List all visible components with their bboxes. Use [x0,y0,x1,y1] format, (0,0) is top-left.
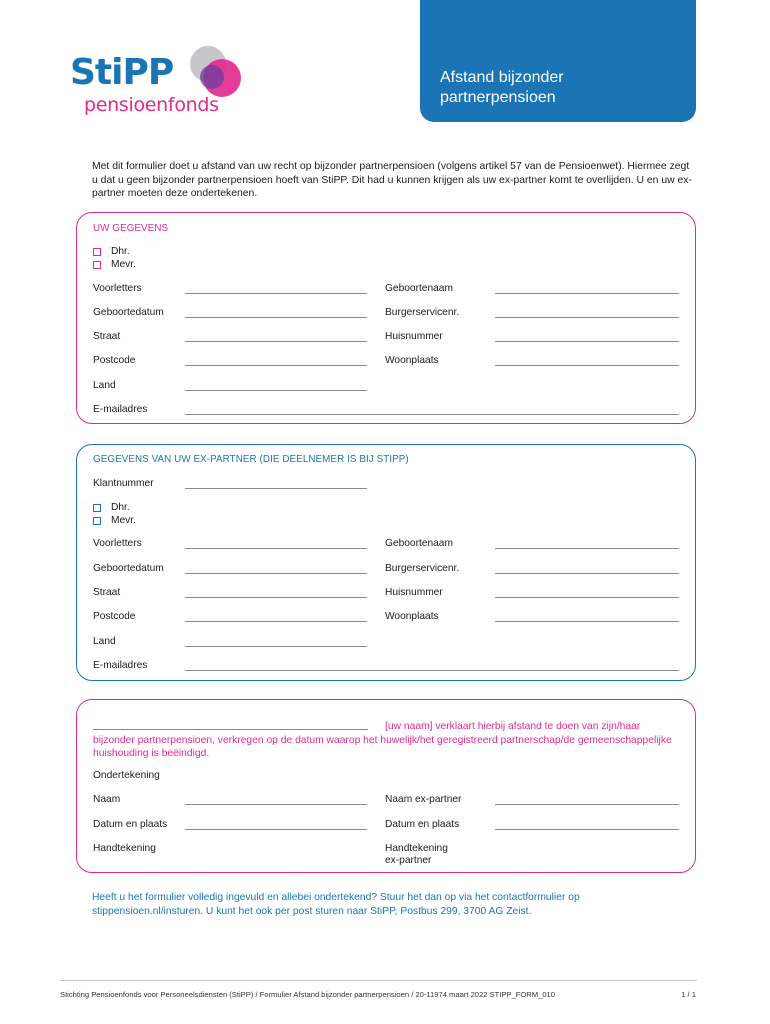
section-title: UW GEGEVENS [93,223,169,234]
field-postcode[interactable] [185,621,367,622]
field-woonplaats[interactable] [495,621,679,622]
label-dhr: Dhr. [111,246,130,257]
outro-text: Heeft u het formulier volledig ingevuld en allebei ondertekend? Stuur het dan op via het contactformulier op stippensioen.nl/insturen. U kunt het ook per post sturen naar StiPP, Postbus 299, 3700 AG Zeist. [92,892,580,917]
field-voorletters[interactable] [185,548,367,549]
footer-divider [60,980,697,981]
field-naam-ex[interactable] [495,804,679,805]
field-woonplaats[interactable] [495,365,679,366]
checkbox-dhr[interactable] [93,248,101,256]
label-bsn: Burgerservicenr. [385,563,460,574]
label-woonplaats: Woonplaats [385,355,439,366]
logo-circles-icon [186,44,246,100]
label-geboortenaam: Geboortenaam [385,538,453,549]
label-straat: Straat [93,587,121,598]
field-email[interactable] [185,670,679,671]
label-handtekening-ex: Handtekening [385,843,448,854]
label-straat: Straat [93,331,121,342]
label-datum-plaats: Datum en plaats [93,819,168,830]
field-naam[interactable] [185,804,367,805]
label-email: E-mailadres [93,404,148,415]
field-geboortenaam[interactable] [495,293,679,294]
section-declaration [76,699,696,873]
label-land: Land [93,636,116,647]
label-mevr: Mevr. [111,259,136,270]
field-geboortenaam[interactable] [495,548,679,549]
label-handtekening-ex-2: ex-partner [385,855,432,866]
title-banner [420,0,696,122]
logo-wordmark: StiPP [70,52,174,93]
page-number: 1 / 1 [681,990,696,999]
field-voorletters[interactable] [185,293,367,294]
label-geboortenaam: Geboortenaam [385,283,453,294]
field-geboortedatum[interactable] [185,573,367,574]
label-voorletters: Voorletters [93,283,142,294]
label-postcode: Postcode [93,611,136,622]
label-bsn: Burgerservicenr. [385,307,460,318]
label-huisnummer: Huisnummer [385,587,443,598]
label-email: E-mailadres [93,660,148,671]
label-land: Land [93,380,116,391]
label-woonplaats: Woonplaats [385,611,439,622]
field-email[interactable] [185,414,679,415]
declaration-text [93,720,673,761]
label-naam: Naam [93,794,121,805]
field-land[interactable] [185,390,367,391]
field-bsn[interactable] [495,573,679,574]
field-klantnummer[interactable] [185,488,367,489]
section-title: GEGEVENS VAN UW EX-PARTNER (DIE DEELNEMER IS BIJ STIPP) [93,454,409,465]
page-title: Afstand bijzonder partnerpensioen [440,69,564,106]
label-naam-ex: Naam ex-partner [385,794,462,805]
field-bsn[interactable] [495,317,679,318]
label-postcode: Postcode [93,355,136,366]
checkbox-dhr[interactable] [93,504,101,512]
checkbox-mevr[interactable] [93,517,101,525]
label-datum-plaats-ex: Datum en plaats [385,819,460,830]
label-handtekening: Handtekening [93,843,156,854]
declaration-body: [uw naam] verklaart hierbij afstand te doen van zijn/haar bijzonder partnerpensioen, verkregen op de datum waarop het huwelijk/het geregistreerd partnerschap/de gemeenschappelijke huishouding is beëindigd. [93,721,672,759]
label-geboortedatum: Geboortedatum [93,307,164,318]
label-mevr: Mevr. [111,515,136,526]
field-postcode[interactable] [185,365,367,366]
footer-text: Stichting Pensioenfonds voor Personeelsdiensten (StiPP) / Formulier Afstand bijzonder partnerpensioen / 20-11974 maart 2022 STIPP_FORM_010 [60,990,555,999]
field-land[interactable] [185,646,367,647]
field-huisnummer[interactable] [495,341,679,342]
label-voorletters: Voorletters [93,538,142,549]
field-datum-plaats-ex[interactable] [495,829,679,830]
field-straat[interactable] [185,597,367,598]
label-huisnummer: Huisnummer [385,331,443,342]
field-geboortedatum[interactable] [185,317,367,318]
logo-subtitle: pensioenfonds [84,94,219,116]
checkbox-mevr[interactable] [93,261,101,269]
section-ex-partner [76,444,696,681]
field-huisnummer[interactable] [495,597,679,598]
label-geboortedatum: Geboortedatum [93,563,164,574]
label-ondertekening: Ondertekening [93,770,160,781]
field-datum-plaats[interactable] [185,829,367,830]
section-uw-gegevens [76,212,696,424]
stipp-logo [70,44,250,124]
field-straat[interactable] [185,341,367,342]
label-dhr: Dhr. [111,502,130,513]
intro-text: Met dit formulier doet u afstand van uw recht op bijzonder partnerpensioen (volgens artikel 57 van de Pensioenwet). Hiermee zegt u dat u geen bijzonder partnerpensioen hoeft van StiPP. Dit had u kunnen krijgen als uw ex-partner komt te overlijden. U en uw ex-partner moeten deze ondertekenen. [92,161,692,199]
label-klantnummer: Klantnummer [93,478,154,489]
